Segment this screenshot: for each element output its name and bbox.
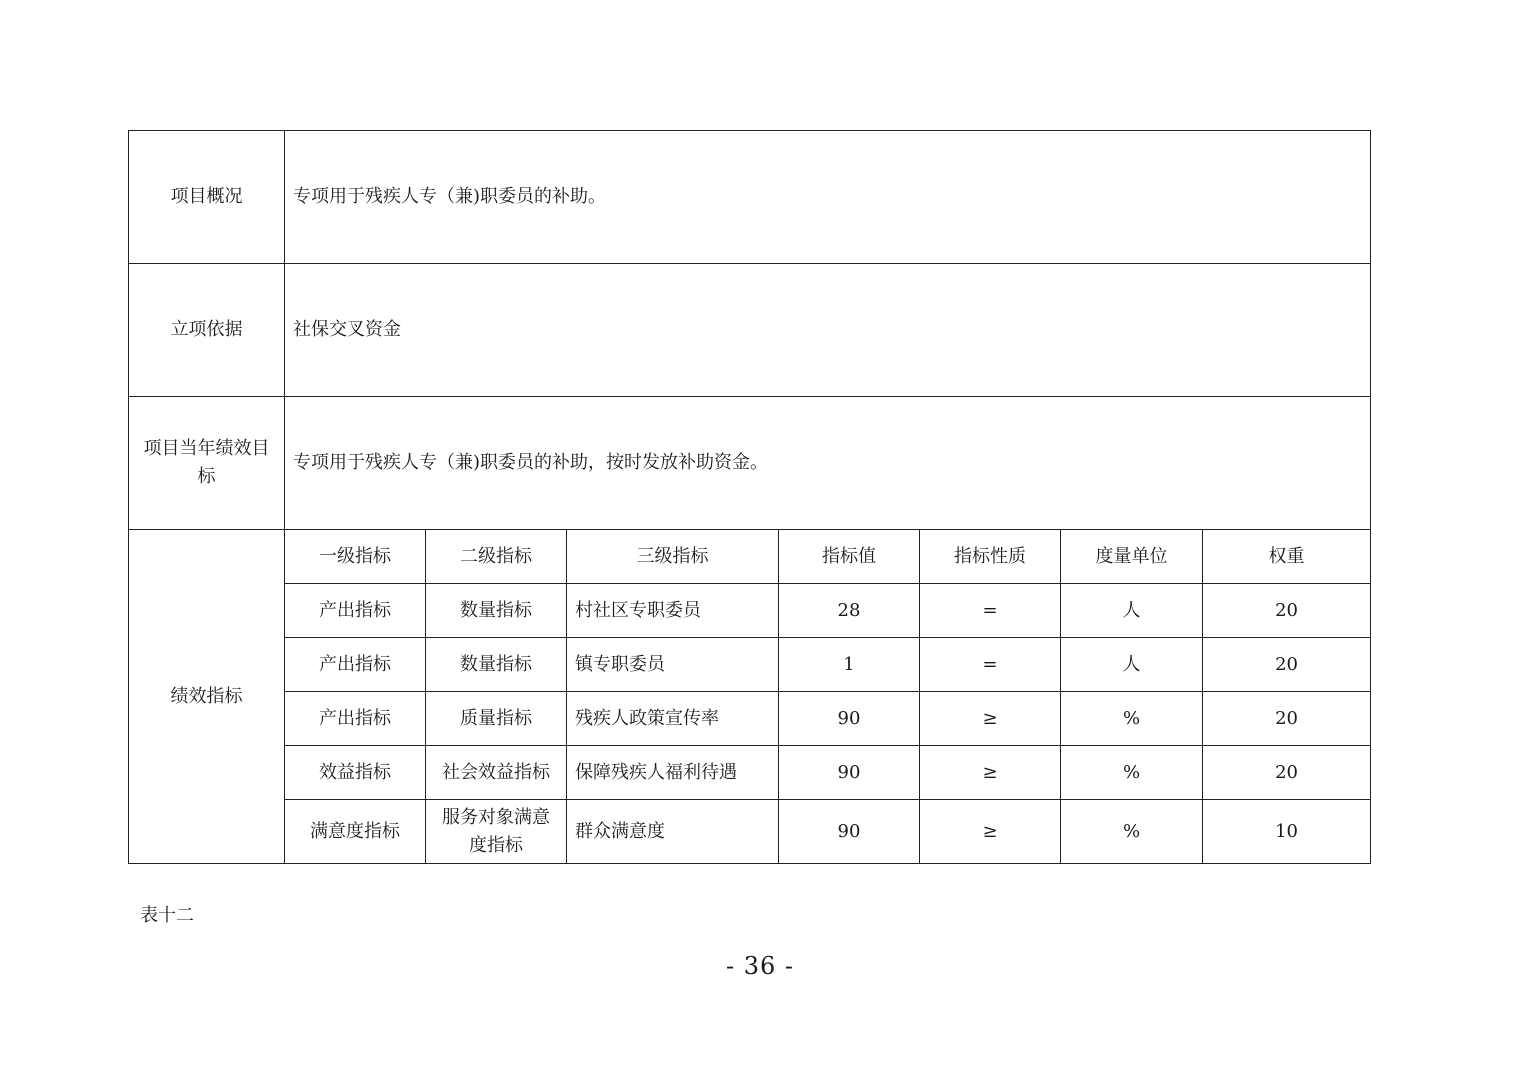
weight-cell: 20: [1203, 638, 1371, 692]
weight-cell: 10: [1203, 800, 1371, 864]
indicator-header-row: [129, 530, 1371, 584]
overview-row: [129, 131, 1371, 264]
level2-cell: 数量指标: [426, 584, 567, 638]
header-unit: 度量单位: [1061, 530, 1203, 584]
basis-label: 立项依据: [129, 264, 285, 397]
level2-cell: 数量指标: [426, 638, 567, 692]
unit-cell: %: [1061, 692, 1203, 746]
goal-label: 项目当年绩效目标: [129, 397, 285, 530]
header-level3: 三级指标: [567, 530, 779, 584]
goal-value: 专项用于残疾人专（兼)职委员的补助，按时发放补助资金。: [285, 397, 1371, 530]
nature-cell: ≥: [920, 692, 1061, 746]
header-weight: 权重: [1203, 530, 1371, 584]
level3-cell: 镇专职委员: [567, 638, 779, 692]
value-cell: 90: [779, 800, 920, 864]
weight-cell: 20: [1203, 746, 1371, 800]
level1-cell: 效益指标: [285, 746, 426, 800]
table-row: [129, 746, 1371, 800]
level1-cell: 产出指标: [285, 692, 426, 746]
indicators-label: 绩效指标: [129, 530, 285, 864]
page-number: - 36 -: [725, 952, 794, 980]
header-nature: 指标性质: [920, 530, 1061, 584]
goal-row: [129, 397, 1371, 530]
table-row: [129, 800, 1371, 864]
weight-cell: 20: [1203, 584, 1371, 638]
header-level2: 二级指标: [426, 530, 567, 584]
unit-cell: %: [1061, 746, 1203, 800]
level1-cell: 产出指标: [285, 638, 426, 692]
table-row: [129, 692, 1371, 746]
unit-cell: 人: [1061, 638, 1203, 692]
unit-cell: %: [1061, 800, 1203, 864]
level3-cell: 残疾人政策宣传率: [567, 692, 779, 746]
header-value: 指标值: [779, 530, 920, 584]
unit-cell: 人: [1061, 584, 1203, 638]
value-cell: 28: [779, 584, 920, 638]
level3-cell: 群众满意度: [567, 800, 779, 864]
overview-label: 项目概况: [129, 131, 285, 264]
value-cell: 90: [779, 692, 920, 746]
nature-cell: =: [920, 584, 1061, 638]
table-row: [129, 584, 1371, 638]
level1-cell: 产出指标: [285, 584, 426, 638]
nature-cell: =: [920, 638, 1061, 692]
level3-cell: 保障残疾人福利待遇: [567, 746, 779, 800]
weight-cell: 20: [1203, 692, 1371, 746]
table-row: [129, 638, 1371, 692]
level3-cell: 村社区专职委员: [567, 584, 779, 638]
level1-cell: 满意度指标: [285, 800, 426, 864]
basis-value: 社保交叉资金: [285, 264, 1371, 397]
basis-row: [129, 264, 1371, 397]
nature-cell: ≥: [920, 746, 1061, 800]
table-caption: 表十二: [140, 905, 194, 926]
overview-value: 专项用于残疾人专（兼)职委员的补助。: [285, 131, 1371, 264]
performance-table: [128, 130, 1371, 864]
value-cell: 90: [779, 746, 920, 800]
value-cell: 1: [779, 638, 920, 692]
nature-cell: ≥: [920, 800, 1061, 864]
level2-cell: 社会效益指标: [426, 746, 567, 800]
level2-cell: 服务对象满意度指标: [426, 800, 567, 864]
header-level1: 一级指标: [285, 530, 426, 584]
level2-cell: 质量指标: [426, 692, 567, 746]
